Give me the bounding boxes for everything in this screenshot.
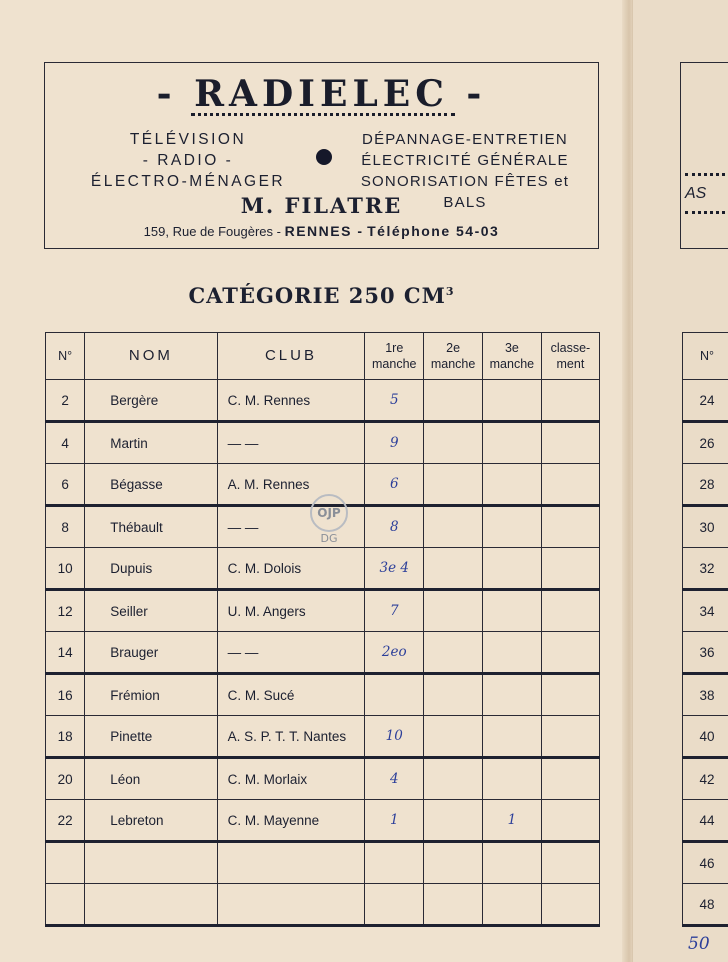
results-table-partial: [682, 332, 728, 927]
cell-manche-3: 1: [482, 800, 541, 842]
service-line: - RADIO -: [142, 152, 234, 169]
cell-number: 26: [683, 422, 728, 464]
cell-name: Léon: [85, 758, 217, 800]
table-row: [683, 842, 728, 884]
cell-manche-3: [482, 590, 541, 632]
page-number: 50: [688, 934, 710, 954]
cell-manche-2: [424, 632, 483, 674]
cell-number: 4: [46, 422, 85, 464]
service-line: ÉLECTRICITÉ GÉNÉRALE: [361, 152, 569, 169]
cell-club: C. M. Morlaix: [217, 758, 365, 800]
service-line: ÉLECTRO-MÉNAGER: [90, 173, 286, 190]
header-club: CLUB: [217, 333, 365, 380]
cell-number: 14: [46, 632, 85, 674]
cell-number: 16: [46, 674, 85, 716]
cell-number: 18: [46, 716, 85, 758]
cell-number: 44: [683, 800, 728, 842]
table-row: [46, 548, 600, 590]
cell-classement: [541, 842, 599, 884]
cell-manche-2: [424, 380, 483, 422]
stamp-ring: OJP: [310, 494, 348, 532]
table-row: [683, 464, 728, 506]
table-row: [46, 884, 600, 926]
table-row: [46, 422, 600, 464]
cell-club: [217, 842, 365, 884]
cell-manche-3: [482, 884, 541, 926]
cell-manche-3: [482, 422, 541, 464]
cell-manche-3: [482, 716, 541, 758]
cell-manche-1: 3e 4: [365, 548, 424, 590]
cell-name: [85, 884, 217, 926]
cell-club: — —: [217, 632, 365, 674]
partial-ad-text: AS: [685, 185, 707, 202]
table-row: [46, 800, 600, 842]
cell-manche-2: [424, 464, 483, 506]
table-row: [683, 758, 728, 800]
cell-number: 12: [46, 590, 85, 632]
cell-club: A. S. P. T. T. Nantes: [217, 716, 365, 758]
cell-manche-2: [424, 884, 483, 926]
cell-manche-1: 2eo: [365, 632, 424, 674]
header-manche-3: 3e manche: [482, 333, 541, 380]
cell-number: 2: [46, 380, 85, 422]
cell-manche-1: 9: [365, 422, 424, 464]
bullet-icon: [316, 149, 332, 165]
cell-classement: [541, 716, 599, 758]
cell-manche-1: 8: [365, 506, 424, 548]
cell-number: 20: [46, 758, 85, 800]
cell-club: C. M. Sucé: [217, 674, 365, 716]
service-line: SONORISATION FÊTES et BALS: [360, 173, 570, 211]
cell-classement: [541, 380, 599, 422]
table-row: [683, 422, 728, 464]
cell-club: C. M. Mayenne: [217, 800, 365, 842]
service-line: TÉLÉVISION: [129, 131, 247, 148]
table-row: [46, 380, 600, 422]
table-row: [683, 800, 728, 842]
cell-name: Frémion: [85, 674, 217, 716]
dotted-divider: [685, 173, 725, 176]
service-line: DÉPANNAGE-ENTRETIEN: [362, 131, 568, 148]
cell-number: [46, 884, 85, 926]
cell-club: [217, 884, 365, 926]
cell-number: 38: [683, 674, 728, 716]
advertisement-box-partial: [680, 62, 728, 249]
cell-classement: [541, 464, 599, 506]
cell-manche-1: [365, 674, 424, 716]
table-row: [683, 674, 728, 716]
cell-manche-3: [482, 380, 541, 422]
cell-number: 22: [46, 800, 85, 842]
cell-manche-1: 10: [365, 716, 424, 758]
cell-club: U. M. Angers: [217, 590, 365, 632]
header-manche-1: 1re manche: [365, 333, 424, 380]
cell-manche-1: [365, 884, 424, 926]
cell-number: 8: [46, 506, 85, 548]
results-table: [45, 332, 600, 927]
cell-number: 32: [683, 548, 728, 590]
table-row: [46, 842, 600, 884]
cell-number: 10: [46, 548, 85, 590]
cell-manche-2: [424, 842, 483, 884]
category-title-text: CATÉGORIE 250 CM: [188, 283, 446, 308]
cell-name: Lebreton: [85, 800, 217, 842]
cell-classement: [541, 758, 599, 800]
cell-manche-1: 4: [365, 758, 424, 800]
cell-manche-2: [424, 716, 483, 758]
cell-number: 6: [46, 464, 85, 506]
cell-manche-1: [365, 842, 424, 884]
cell-manche-3: [482, 758, 541, 800]
cell-manche-3: [482, 464, 541, 506]
cell-manche-3: [482, 842, 541, 884]
header-nom: NOM: [85, 333, 217, 380]
cell-manche-3: [482, 548, 541, 590]
cell-manche-1: 5: [365, 380, 424, 422]
cell-manche-2: [424, 674, 483, 716]
owner-name: M. FILATRE: [240, 193, 403, 218]
cell-manche-1: 6: [365, 464, 424, 506]
table-row: [46, 716, 600, 758]
cell-manche-3: [482, 506, 541, 548]
table-row: [683, 590, 728, 632]
table-row: [46, 758, 600, 800]
header-no: N°: [683, 333, 728, 380]
cell-name: [85, 842, 217, 884]
cell-name: Bégasse: [85, 464, 217, 506]
cell-classement: [541, 422, 599, 464]
address-line: [45, 223, 598, 239]
cell-name: Bergère: [85, 380, 217, 422]
cell-number: 36: [683, 632, 728, 674]
header-no: N°: [46, 333, 85, 380]
cell-club: A. M. Rennes: [217, 464, 365, 506]
cell-club: — —: [217, 422, 365, 464]
table-row: [683, 380, 728, 422]
dotted-divider: [685, 211, 725, 214]
street-address: 159, Rue de Fougères -: [143, 224, 281, 239]
table-row: [46, 590, 600, 632]
table-header-row: [46, 333, 600, 380]
table-row: [46, 674, 600, 716]
table-row: [683, 632, 728, 674]
cell-classement: [541, 884, 599, 926]
cell-number: 34: [683, 590, 728, 632]
cell-classement: [541, 632, 599, 674]
dotted-divider: [191, 113, 455, 119]
cell-club: — —: [217, 506, 365, 548]
table-row: [46, 632, 600, 674]
phone: Téléphone 54-03: [367, 223, 500, 239]
cell-manche-3: [482, 674, 541, 716]
category-title: [44, 283, 599, 308]
cell-number: 28: [683, 464, 728, 506]
superscript: 3: [445, 285, 455, 298]
services-left: [73, 129, 303, 192]
watermark-stamp: [303, 494, 355, 544]
header-manche-2: 2e manche: [424, 333, 483, 380]
cell-manche-2: [424, 548, 483, 590]
cell-manche-2: [424, 422, 483, 464]
city: RENNES -: [284, 223, 364, 239]
cell-classement: [541, 590, 599, 632]
cell-manche-2: [424, 758, 483, 800]
cell-classement: [541, 506, 599, 548]
cell-number: 40: [683, 716, 728, 758]
table-header-row: [683, 333, 728, 380]
table-row: [683, 506, 728, 548]
cell-club: C. M. Rennes: [217, 380, 365, 422]
cell-manche-2: [424, 800, 483, 842]
cell-manche-1: 7: [365, 590, 424, 632]
table-row: [683, 884, 728, 926]
cell-name: Martin: [85, 422, 217, 464]
cell-club: C. M. Dolois: [217, 548, 365, 590]
cell-number: 30: [683, 506, 728, 548]
cell-name: Brauger: [85, 632, 217, 674]
cell-number: 42: [683, 758, 728, 800]
cell-number: 46: [683, 842, 728, 884]
cell-number: [46, 842, 85, 884]
stamp-text: DG: [320, 532, 338, 545]
cell-name: Dupuis: [85, 548, 217, 590]
cell-classement: [541, 548, 599, 590]
cell-name: Thébault: [85, 506, 217, 548]
table-row: [683, 716, 728, 758]
brand-name: - RADIELEC -: [156, 73, 487, 115]
cell-manche-3: [482, 632, 541, 674]
cell-name: Seiller: [85, 590, 217, 632]
cell-manche-2: [424, 506, 483, 548]
cell-manche-2: [424, 590, 483, 632]
cell-classement: [541, 674, 599, 716]
cell-number: 24: [683, 380, 728, 422]
cell-number: 48: [683, 884, 728, 926]
table-row: [683, 548, 728, 590]
advertisement-box: [44, 62, 599, 249]
cell-manche-1: 1: [365, 800, 424, 842]
cell-classement: [541, 800, 599, 842]
header-classement: classe- ment: [541, 333, 599, 380]
cell-name: Pinette: [85, 716, 217, 758]
